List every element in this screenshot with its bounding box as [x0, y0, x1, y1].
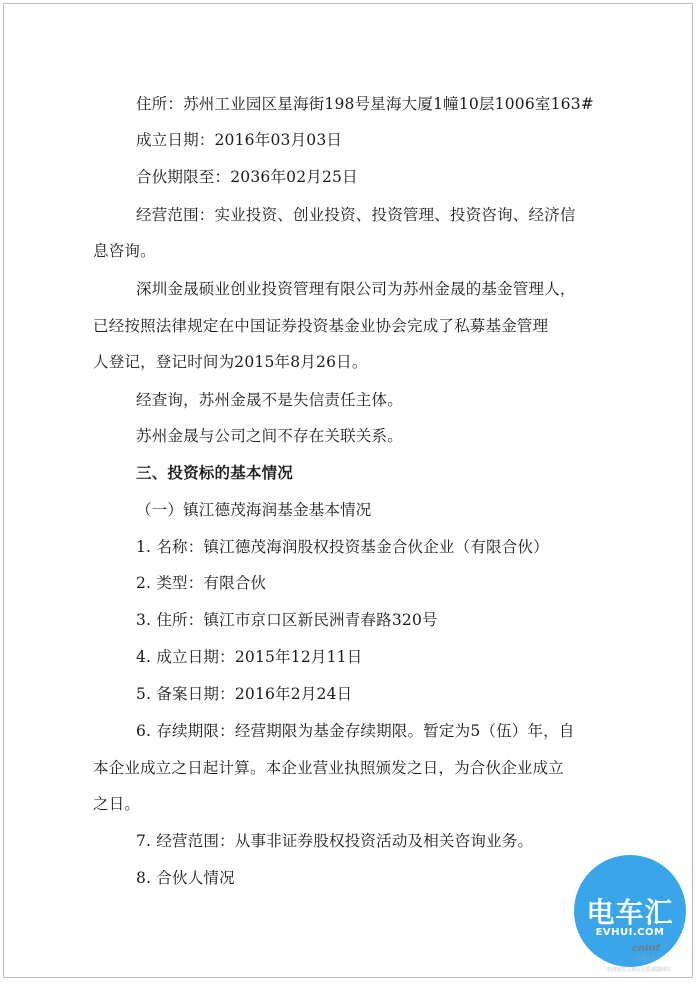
section-heading: 三、投资标的基本情况 — [136, 463, 294, 482]
doc-line-manager-cont: 已经按照法律规定在中国证券投资基金业协会完成了私募基金管理 — [93, 317, 549, 335]
cninfo-watermark-sub: 巨潮资讯 — [636, 956, 657, 962]
watermark-main-text: 电车汇 — [586, 896, 674, 929]
list-item-name: 1. 名称：镇江德茂海润股权投资基金合伙企业（有限合伙） — [136, 538, 549, 556]
doc-line-credit-check: 经查询，苏州金晟不是失信责任主体。 — [136, 391, 403, 409]
doc-line-scope-cont: 息咨询。 — [93, 242, 156, 260]
list-item-established: 4. 成立日期：2015年12月11日 — [136, 648, 363, 666]
cninfo-watermark: cninf — [632, 943, 660, 954]
list-item-duration-cont2: 之日。 — [93, 795, 141, 813]
list-item-type: 2. 类型：有限合伙 — [136, 574, 267, 592]
list-item-scope: 7. 经营范围：从事非证券股权投资活动及相关咨询业务。 — [136, 832, 534, 850]
doc-line-relation: 苏州金晟与公司之间不存在关联关系。 — [136, 427, 403, 445]
list-item-duration: 6. 存续期限：经营期限为基金存续期限。暂定为5（伍）年，自 — [136, 722, 575, 740]
doc-line-manager: 深圳金晟硕业创业投资管理有限公司为苏州金晟的基金管理人， — [136, 280, 576, 298]
doc-line-established: 成立日期：2016年03月03日 — [136, 131, 343, 149]
watermark-sub-text: EVHUI.COM — [595, 927, 665, 938]
list-item-address: 3. 住所：镇江市京口区新民洲青春路320号 — [136, 611, 438, 629]
watermark-footer: 中国证监会指定信息披露网站 — [606, 967, 672, 973]
doc-line-term: 合伙期限至：2036年02月25日 — [136, 168, 358, 186]
subsection-heading: （一）镇江德茂海润基金基本情况 — [136, 501, 372, 519]
list-item-partners: 8. 合伙人情况 — [136, 869, 235, 887]
doc-line-address: 住所：苏州工业园区星海街198号星海大厦1幢10层1006室163# — [136, 95, 594, 113]
doc-line-scope: 经营范围：实业投资、创业投资、投资管理、投资咨询、经济信 — [136, 206, 576, 224]
list-item-filing-date: 5. 备案日期：2016年2月24日 — [136, 685, 353, 703]
doc-line-manager-cont2: 人登记，登记时间为2015年8月26日。 — [93, 353, 368, 371]
evhui-watermark-logo — [574, 855, 686, 967]
list-item-duration-cont: 本企业成立之日起计算。本企业营业执照颁发之日，为合伙企业成立 — [93, 759, 565, 777]
